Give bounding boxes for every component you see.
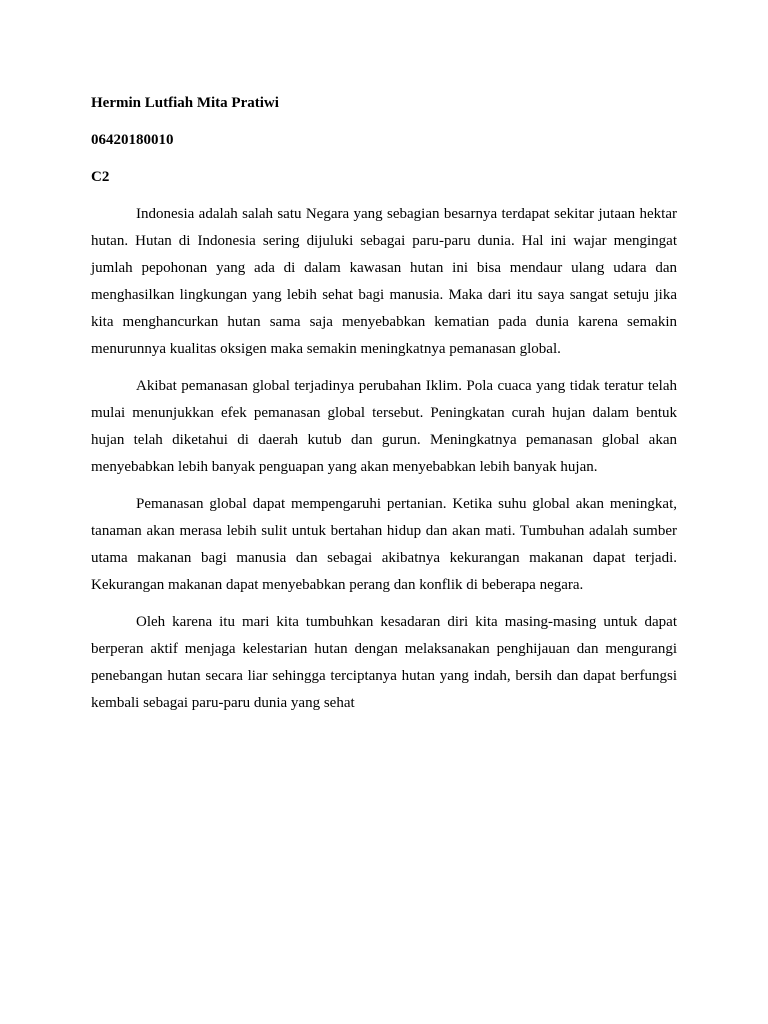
paragraph-4: Oleh karena itu mari kita tumbuhkan kesadaran diri kita masing-masing untuk dapat berperan aktif menjaga kelestarian hutan dengan melaksanakan penghijauan dan mengurangi penebangan hutan secara liar sehingga terciptanya hutan yang indah, bersih dan dapat berfungsi kembali sebagai paru-paru dunia yang sehat <box>91 614 677 711</box>
paragraph-3: Pemanasan global dapat mempengaruhi pertanian. Ketika suhu global akan meningkat, tanaman akan merasa lebih sulit untuk bertahan hidup dan akan mati. Tumbuhan adalah sumber utama makanan bagi manusia dan sebagai akibatnya kekurangan makanan dapat terjadi. Kekurangan makanan dapat menyebabkan perang dan konflik di beberapa negara. <box>91 496 677 593</box>
paragraph-1: Indonesia adalah salah satu Negara yang sebagian besarnya terdapat sekitar jutaan hektar hutan. Hutan di Indonesia sering dijuluki sebagai paru-paru dunia. Hal ini wajar mengingat jumlah pepohonan yang ada di dalam kawasan hutan ini bisa mendaur ulang udara dan menghasilkan lingkungan yang lebih sehat bagi manusia. Maka dari itu saya sangat setuju jika kita menghancurkan hutan sama saja menyebabkan kematian pada dunia karena semakin menurunnya kualitas oksigen maka semakin meningkatnya pemanasan global. <box>91 206 677 357</box>
class-label: C2 <box>91 169 110 185</box>
essay-body <box>91 201 677 717</box>
author-name: Hermin Lutfiah Mita Pratiwi <box>91 95 279 111</box>
document-content <box>91 90 677 727</box>
paragraph-2: Akibat pemanasan global terjadinya perubahan Iklim. Pola cuaca yang tidak teratur telah mulai menunjukkan efek pemanasan global tersebut. Peningkatan curah hujan dalam bentuk hujan telah diketahui di daerah kutub dan gurun. Meningkatnya pemanasan global akan menyebabkan lebih banyak penguapan yang akan menyebabkan lebih banyak hujan. <box>91 378 677 475</box>
student-id: 06420180010 <box>91 132 174 148</box>
